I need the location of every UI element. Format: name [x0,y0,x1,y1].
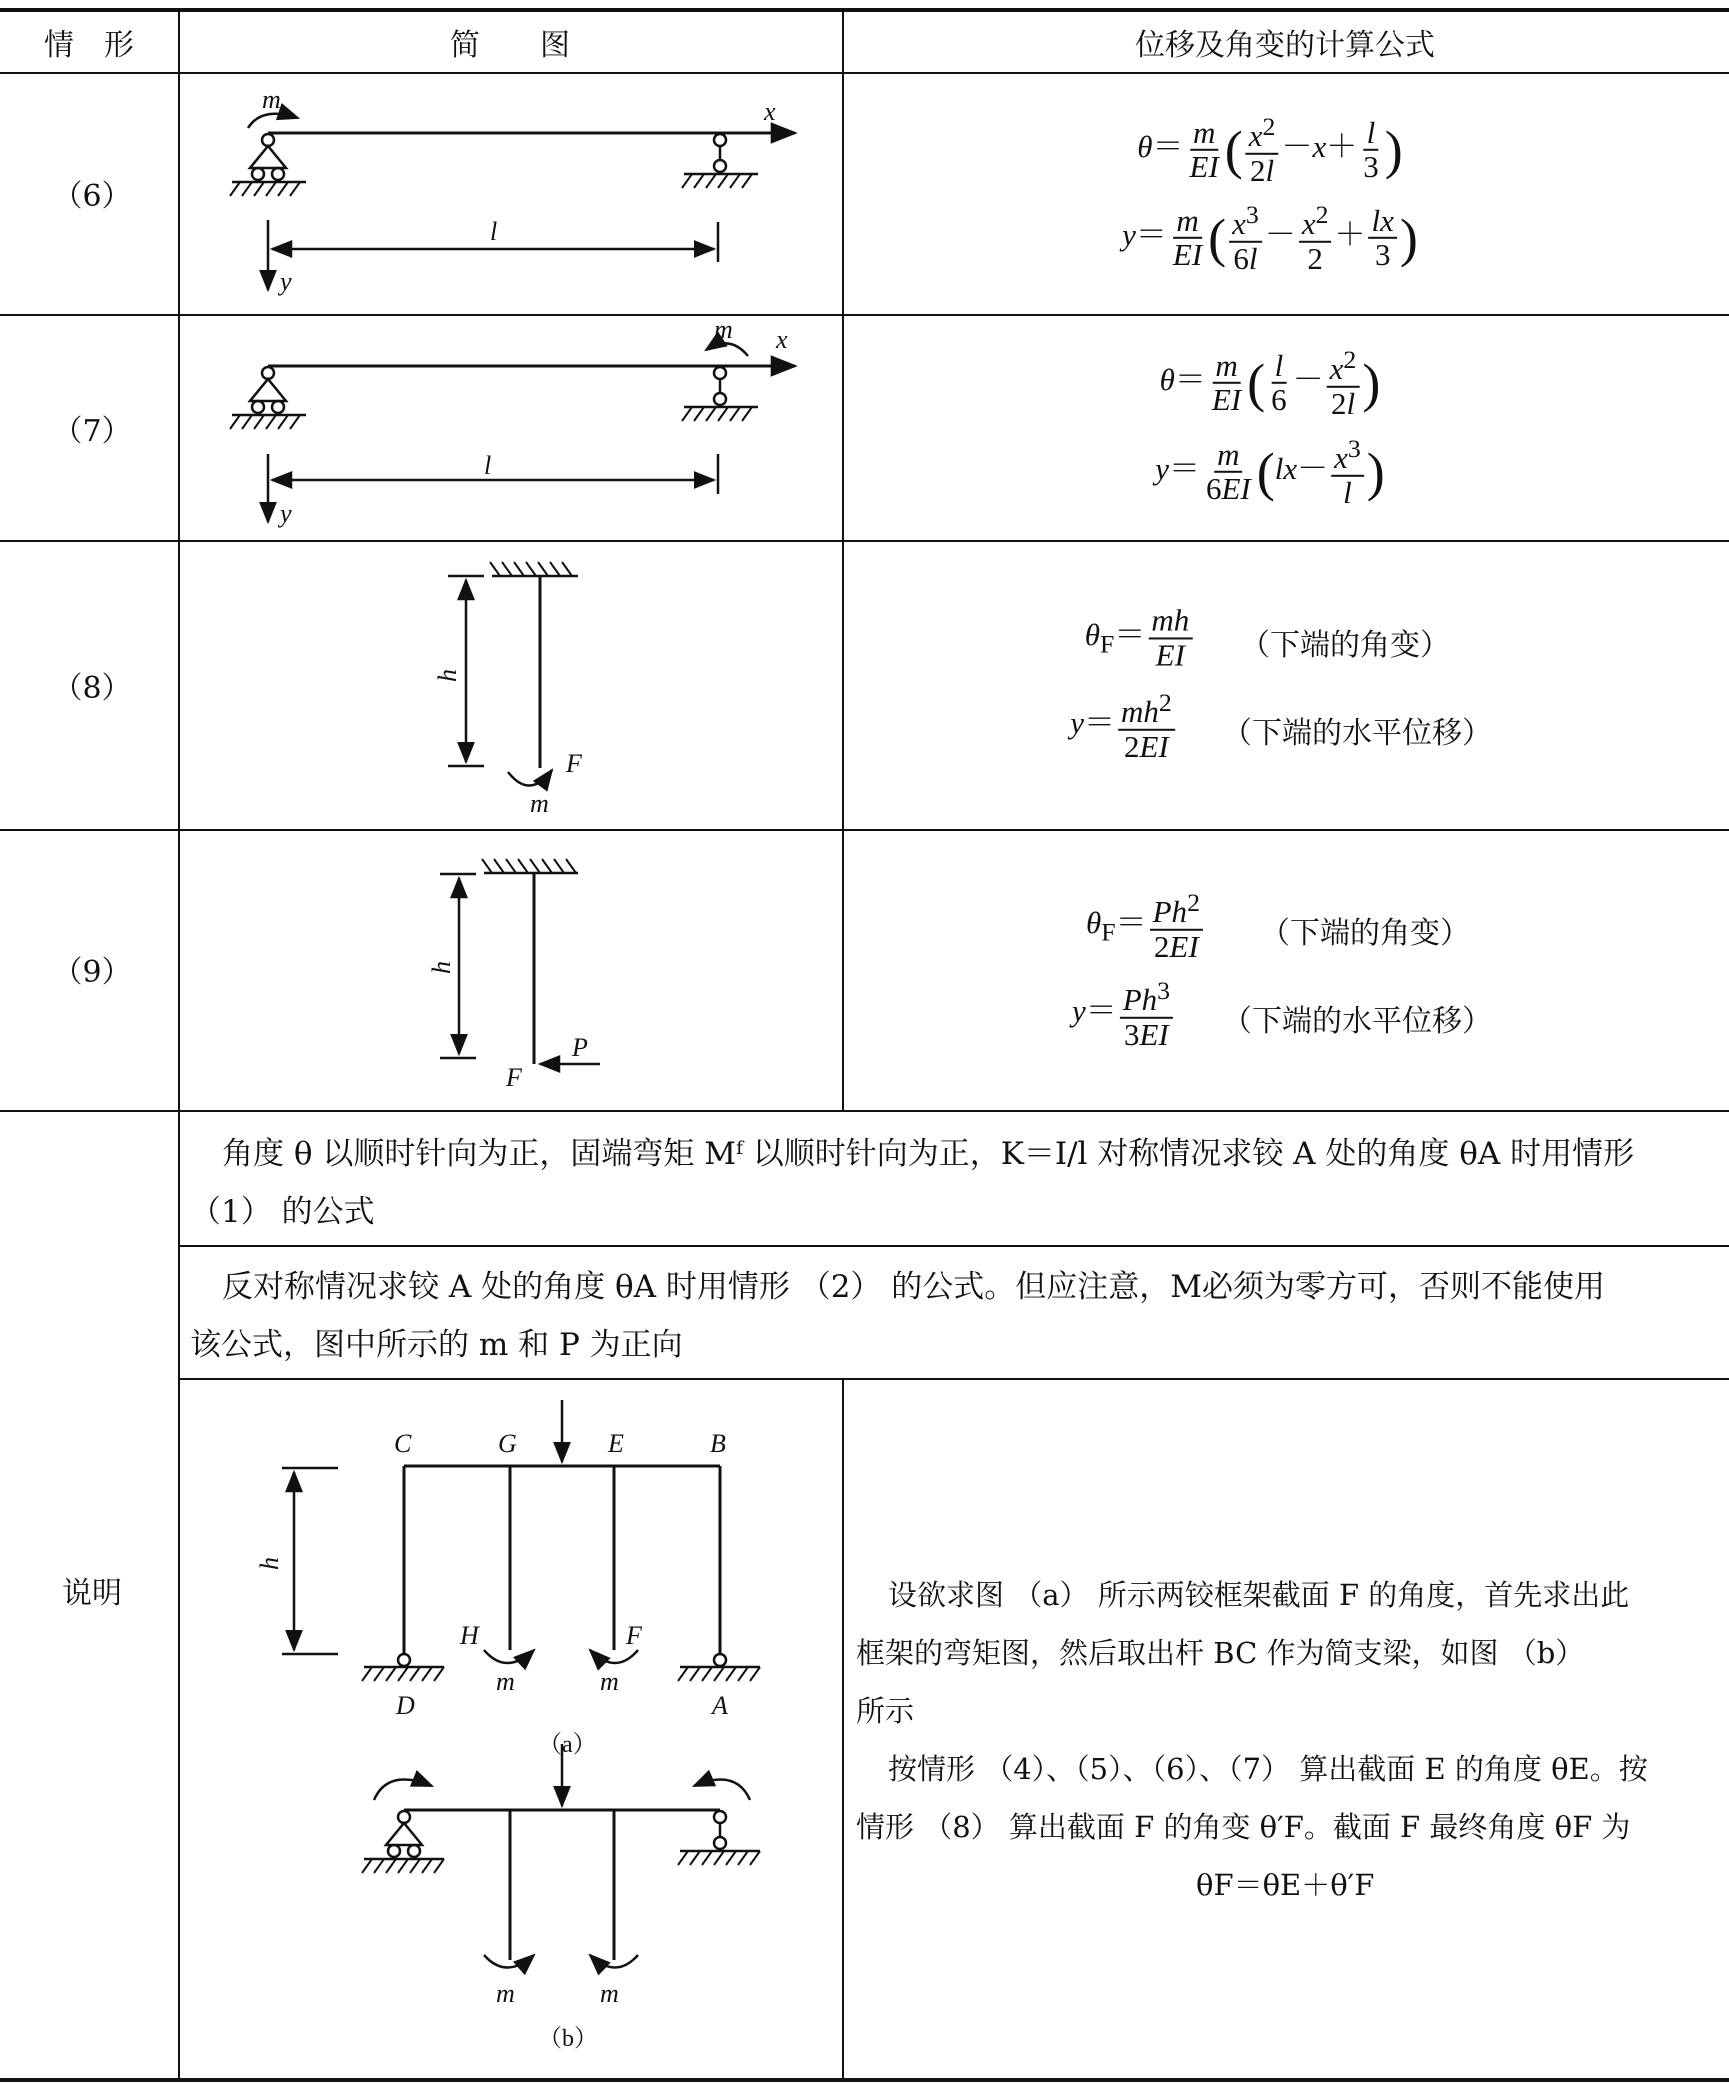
formula-r6-y: y＝ $\frac{m}{EI}$ ( $\frac{x^3}{6l}$ － $\frac{x^2}{2}$ ＋ $\frac{lx}{3}$ ) [1122,199,1418,276]
label-C: C [394,1429,412,1458]
label-l-r7: l [484,451,492,480]
diagram-row8 [448,562,578,786]
label-m-b2: m [600,1979,619,2008]
diagram-row6 [230,114,795,290]
row-label-9: （9） [52,955,132,990]
label-P-r9: P [572,1033,588,1062]
label-B: B [710,1429,726,1458]
note-paragraph-3 [856,1566,1726,1914]
label-h-r9: h [427,961,456,974]
row-label-7: （7） [52,414,132,449]
formula-r9-theta: $\theta_F=$ $\frac{Ph^2}{2EI}$ [1086,889,1206,963]
frame-diagram-b [362,1744,760,1968]
note-p3-line2: 框架的弯矩图，然后取出杆 BC 作为简支梁，如图 （b） [856,1636,1585,1670]
formula-r7-y: y＝ $\frac{m}{6EI}$ (lx－ $\frac{x^3}{l}$ ) [1155,433,1385,510]
frame-diagram-a [282,1400,760,1681]
diagram-row7 [230,343,795,522]
label-m-a2: m [600,1667,619,1696]
header-diagram: 简 图 [450,28,570,63]
label-x-r7: x [776,325,788,354]
note-p1-line1: 角度 θ 以顺时针向为正，固端弯矩 Mᶠ 以顺时针向为正，K＝I/l 对称情况求铰 A 处的角度 θA 时用情形 [222,1136,1635,1172]
formula-r7-theta: θ＝ $\frac{m}{EI}$ ( $\frac{l}{6}$ － $\frac{x^2}{2l}$ ) [1159,344,1381,421]
label-m-r6: m [262,85,281,114]
label-h-frame: h [255,1557,284,1570]
note-p3-line1: 设欲求图 （a） 所示两铰框架截面 F 的角度，首先求出此 [888,1578,1630,1612]
note-p3-line4: 按情形 （4）、（5）、（6）、（7） 算出截面 E 的角度 θE。按 [888,1752,1648,1786]
label-y-r7: y [280,499,292,528]
label-F-r8: F [566,749,582,778]
label-m-r7: m [714,315,733,344]
label-E: E [608,1429,624,1458]
label-h-r8: h [433,669,462,682]
row-label-notes: 说明 [62,1576,122,1611]
label-D: D [396,1691,415,1720]
note-r9-theta: （下端的角变） [1260,916,1470,951]
note-p3-line3: 所示 [856,1694,915,1728]
formula-r8-y: y＝ $\frac{mh^2}{2EI}$ [1070,689,1178,763]
caption-a: （a） [538,1732,597,1758]
label-x-r6: x [764,97,776,126]
label-y-r6: y [280,267,292,296]
label-H: H [460,1621,479,1650]
caption-b: （b） [538,2026,598,2052]
note-p2-line2: 该公式，图中所示的 m 和 P 为正向 [190,1327,683,1363]
label-m-r8: m [530,789,549,818]
note-r9-y: （下端的水平位移） [1222,1004,1492,1039]
label-G: G [498,1429,517,1458]
label-F-frame: F [626,1621,642,1650]
row-label-8: （8） [52,671,132,706]
note-paragraph-1 [190,1125,1720,1241]
header-situation: 情 形 [44,28,134,63]
formula-r9-y: y＝ $\frac{Ph^3}{3EI}$ [1072,977,1176,1051]
label-A: A [712,1691,728,1720]
note-r8-y: （下端的水平位移） [1222,716,1492,751]
note-paragraph-2 [190,1258,1720,1374]
note-p2-line1: 反对称情况求铰 A 处的角度 θA 时用情形 （2） 的公式。但应注意，M必须为零方可，否则不能使用 [222,1269,1606,1305]
label-m-a1: m [496,1667,515,1696]
note-p1-line2: （1） 的公式 [190,1194,375,1230]
label-m-b1: m [496,1979,515,2008]
label-F-r9: F [506,1063,522,1092]
row-label-6: （6） [52,179,132,214]
note-p3-line5: 情形 （8） 算出截面 F 的角变 θ′F。截面 F 最终角度 θF 为 [856,1810,1631,1844]
note-p3-final-eq: θF＝θE＋θ′F [1196,1868,1375,1902]
formula-r8-theta: $\theta_F=$ $\frac{mh}{EI}$ [1085,604,1196,671]
note-r8-theta: （下端的角变） [1240,628,1450,663]
label-l-r6: l [490,217,498,246]
formula-r6-theta: θ＝ $\frac{m}{EI}$ ( $\frac{x^2}{2l}$ －x＋ $\frac{l}{3}$ ) [1137,111,1403,188]
header-formula: 位移及角变的计算公式 [1135,28,1435,63]
